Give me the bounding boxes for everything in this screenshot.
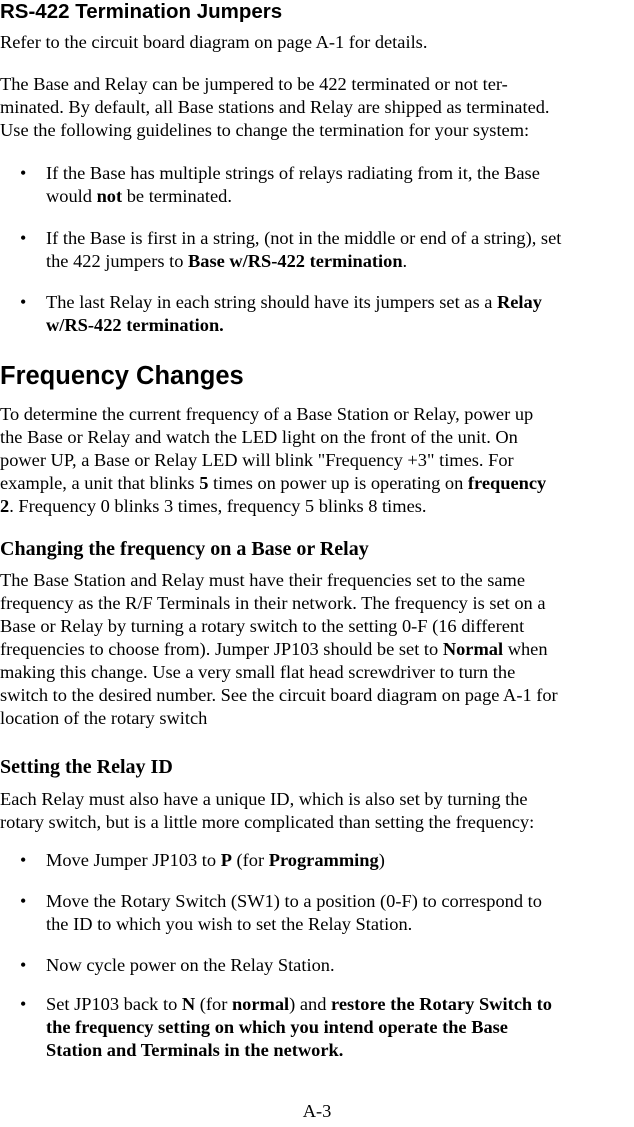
text-run: (for <box>231 850 269 870</box>
bullet-text <box>46 291 634 337</box>
text-line: switch to the desired number. See the circuit board diagram on page A-1 for <box>0 685 558 705</box>
text-run: The last Relay in each string should have its jumpers set as a <box>46 292 497 312</box>
text-run: times on power up is operating on <box>208 473 468 493</box>
text-line: the Base or Relay and watch the LED light on the front of the unit. On <box>0 427 518 447</box>
paragraph-termination-intro <box>0 73 634 142</box>
text-line: Base or Relay by turning a rotary switch to the setting 0-F (16 different <box>0 616 525 636</box>
text-run: example, a unit that blinks <box>0 473 200 493</box>
text-line: minated. By default, all Base stations and Relay are shipped as terminated. <box>0 97 550 117</box>
bullet-text <box>46 993 634 1062</box>
bullet-text <box>46 162 634 208</box>
text-run: when <box>503 639 548 659</box>
text-line: If the Base is first in a string, (not in the middle or end of a string), set <box>46 228 562 248</box>
bold-text: normal <box>231 994 290 1014</box>
text-line: The Base and Relay can be jumpered to be 422 terminated or not ter- <box>0 74 508 94</box>
text-line: Now cycle power on the Relay Station. <box>46 955 335 975</box>
bullet-icon: • <box>20 163 27 183</box>
text-line: frequency as the R/F Terminals in their network. The frequency is set on a <box>0 593 546 613</box>
paragraph-setting-relay-id <box>0 788 634 834</box>
text-run: be terminated. <box>122 186 232 206</box>
heading-changing-frequency: Changing the frequency on a Base or Relay <box>0 538 369 560</box>
bullet-icon: • <box>20 955 27 975</box>
bold-text: Station and Terminals in the network. <box>46 1040 344 1060</box>
text-line: Each Relay must also have a unique ID, which is also set by turning the <box>0 789 528 809</box>
text-line: making this change. Use a very small flat head screwdriver to turn the <box>0 662 516 682</box>
bold-text: frequency <box>467 473 547 493</box>
bullet-text <box>46 890 634 936</box>
bold-text: Normal <box>442 639 504 659</box>
text-line: rotary switch, but is a little more complicated than setting the frequency: <box>0 812 535 832</box>
bullet-icon: • <box>20 994 27 1014</box>
bold-text: restore the Rotary Switch to <box>331 994 553 1014</box>
text-run: . Frequency 0 blinks 3 times, frequency 5 blinks 8 times. <box>9 496 427 516</box>
page-number: A-3 <box>302 1101 332 1121</box>
bold-text: not <box>96 186 123 206</box>
text-run: the 422 jumpers to <box>46 251 188 271</box>
bullet-icon: • <box>20 850 27 870</box>
text-run: ) <box>378 850 385 870</box>
text-line: Move the Rotary Switch (SW1) to a position (0-F) to correspond to <box>46 891 542 911</box>
bold-text: N <box>181 994 196 1014</box>
paragraph-reference: Refer to the circuit board diagram on page A-1 for details. <box>0 32 428 52</box>
text-line: Use the following guidelines to change the termination for your system: <box>0 120 530 140</box>
text-line: The Base Station and Relay must have their frequencies set to the same <box>0 570 525 590</box>
text-line: To determine the current frequency of a Base Station or Relay, power up <box>0 404 534 424</box>
bold-text: w/RS-422 termination. <box>46 315 224 335</box>
bold-text: 5 <box>199 473 209 493</box>
bullet-text <box>46 954 634 977</box>
bullet-text <box>46 849 634 872</box>
bullet-icon: • <box>20 228 27 248</box>
text-run: (for <box>195 994 232 1014</box>
text-run: ) and <box>289 994 332 1014</box>
text-run: . <box>402 251 408 271</box>
bold-text: P <box>220 850 232 870</box>
text-run: frequencies to choose from). Jumper JP103 should be set to <box>0 639 443 659</box>
bold-text: Base w/RS-422 termination <box>188 251 403 271</box>
text-line: power UP, a Base or Relay LED will blink "Frequency +3" times. For <box>0 450 514 470</box>
paragraph-changing-frequency <box>0 569 634 730</box>
heading-setting-relay-id: Setting the Relay ID <box>0 756 173 778</box>
heading-frequency-changes: Frequency Changes <box>0 362 244 390</box>
paragraph-frequency-changes <box>0 403 634 518</box>
text-run: Set JP103 back to <box>46 994 182 1014</box>
bullet-icon: • <box>20 891 27 911</box>
bold-text: 2 <box>0 496 10 516</box>
bold-text: the frequency setting on which you intend operate the Base <box>46 1017 508 1037</box>
heading-rs422-termination-jumpers: RS-422 Termination Jumpers <box>0 0 283 23</box>
bullet-icon: • <box>20 292 27 312</box>
bullet-text <box>46 227 634 273</box>
text-line: the ID to which you wish to set the Relay Station. <box>46 914 413 934</box>
bold-text: Programming <box>268 850 379 870</box>
text-run: Move Jumper JP103 to <box>46 850 221 870</box>
bold-text: Relay <box>496 292 542 312</box>
text-line: If the Base has multiple strings of relays radiating from it, the Base <box>46 163 540 183</box>
text-run: would <box>46 186 97 206</box>
text-line: location of the rotary switch <box>0 708 208 728</box>
